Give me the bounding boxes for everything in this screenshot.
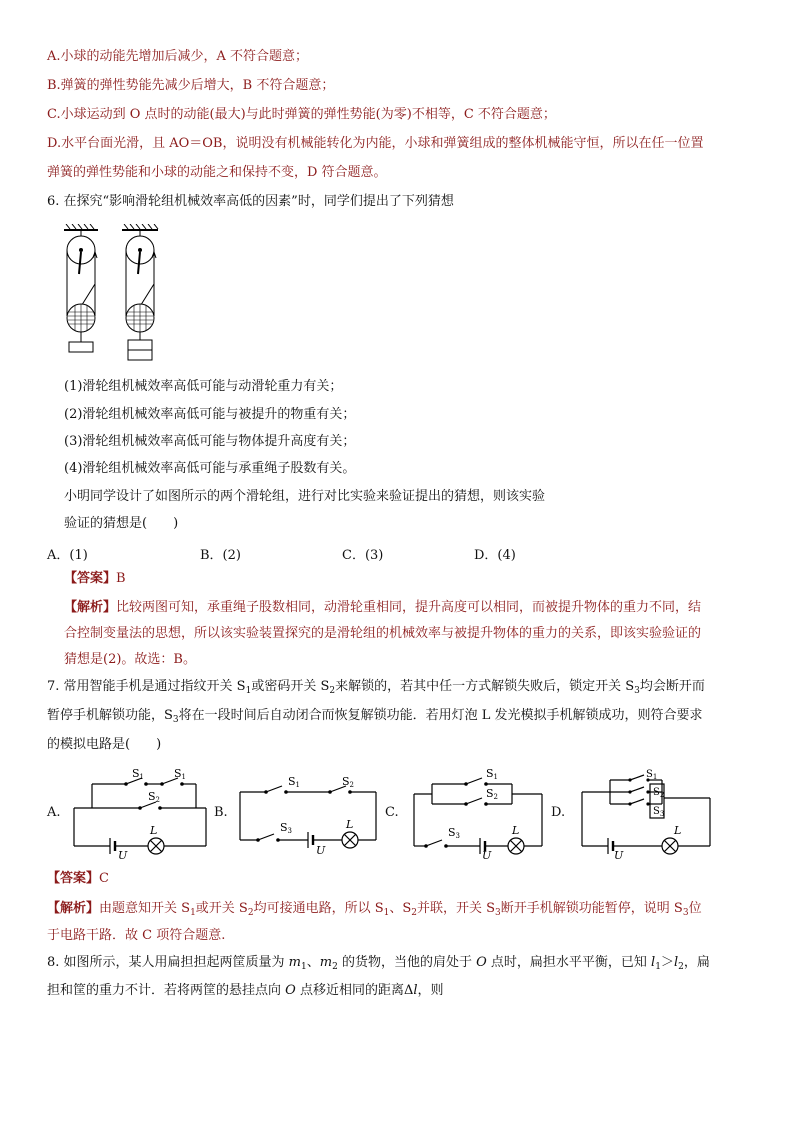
circuit-a-diagram	[70, 768, 210, 860]
q7-stem-line1: 7. 常用智能手机是通过指纹开关 $S_1$或密码开关 $S_2$来解锁的，若其中任一方式解锁失败后，锁定开关 $S_3$均会断开而	[47, 679, 705, 696]
svg-text:S1: S1	[132, 768, 145, 781]
svg-text:S1: S1	[486, 768, 499, 781]
svg-text:U: U	[614, 849, 624, 860]
svg-text:L: L	[512, 824, 520, 837]
svg-text:S2: S2	[148, 790, 161, 804]
svg-text:S2: S2	[342, 775, 355, 789]
q7-analysis-line2: 于电路干路．故 C 项符合题意.	[47, 928, 226, 943]
circuit-d-label[interactable]: D.	[551, 805, 566, 820]
q6-tail-line1: 小明同学设计了如图所示的两个滑轮组，进行对比实验来验证提出的猜想，则该实验	[64, 489, 546, 504]
q6-option-b[interactable]: B．(2)	[200, 548, 241, 563]
q6-hypothesis-2: (2)滑轮组机械效率高低可能与被提升的物重有关；	[64, 407, 356, 422]
q6-option-c[interactable]: C．(3)	[342, 548, 384, 563]
pulley-figure	[58, 224, 170, 364]
q6-analysis-tag: 【解析】	[64, 600, 117, 615]
svg-text:S1: $S_1$	[646, 769, 658, 781]
svg-text:S2: S2	[486, 787, 499, 801]
q6-stem: 6. 在探究“影响滑轮组机械效率高低的因素”时，同学们提出了下列猜想	[47, 194, 454, 209]
analysis-a: A.小球的动能先增加后减少，A 不符合题意；	[47, 49, 309, 64]
q7-answer-value: C	[99, 871, 109, 886]
svg-text:S3: $S_3$	[653, 806, 665, 818]
svg-text:S3: S3	[448, 826, 461, 840]
q8-stem-line1: 8. 如图所示，某人用扁担担起两筐质量为 $m_1$、$m_2$ 的货物，当他的肩处于 O 点时，扁担水平平衡，已知 $l_1>l_2$，扁	[47, 955, 710, 972]
analysis-d-line2: 弹簧的弹性势能和小球的动能之和保持不变，D 符合题意。	[47, 165, 387, 180]
svg-text:U: U	[316, 844, 326, 857]
q6-answer-value: B	[116, 571, 126, 586]
svg-text:U: U	[482, 849, 492, 860]
svg-text:U: U	[118, 849, 128, 860]
svg-text:S1: S1	[174, 768, 187, 781]
q6-option-a[interactable]: A．(1)	[47, 548, 88, 563]
q6-analysis-line3: 猜想是(2)。故选：B。	[64, 652, 196, 667]
circuit-c-diagram	[402, 768, 548, 860]
q7-analysis-line1: 【解析】由题意知开关 $S_1$或开关 $S_2$均可接通电路，所以 $S_1$、$S_2$并联，开关 $S_3$断开手机解锁功能暂停，说明 $S_3$位	[47, 901, 702, 918]
q7-stem-line3: 的模拟电路是( )	[47, 737, 162, 752]
svg-text:S2: $S_2$	[653, 787, 665, 799]
circuit-c-label[interactable]: C.	[385, 805, 399, 820]
q6-hypothesis-3: (3)滑轮组机械效率高低可能与物体提升高度有关；	[64, 434, 356, 449]
q6-answer	[64, 570, 126, 588]
q7-answer	[47, 870, 109, 888]
q6-hypothesis-4: (4)滑轮组机械效率高低可能与承重绳子股数有关。	[64, 461, 356, 476]
svg-text:L: L	[150, 824, 158, 837]
q6-hypothesis-1: (1)滑轮组机械效率高低可能与动滑轮重力有关；	[64, 379, 343, 394]
q6-option-d[interactable]: D．(4)	[474, 548, 516, 563]
svg-text:L: L	[346, 818, 354, 831]
q6-tail-line2: 验证的猜想是( )	[64, 516, 179, 531]
q6-answer-tag: 【答案】	[64, 571, 117, 586]
q6-analysis-text1: 比较两图可知，承重绳子股数相同，动滑轮重相同，提升高度可以相同，而被提升物体的重力不同，结	[116, 600, 702, 615]
q7-answer-tag: 【答案】	[47, 871, 100, 886]
q8-stem-line2: 担和筐的重力不计．若将两筐的悬挂点向 O 点移近相同的距离Δl，则	[47, 983, 444, 998]
svg-text:L: L	[674, 824, 682, 837]
analysis-b: B.弹簧的弹性势能先减少后增大，B 不符合题意；	[47, 78, 335, 93]
circuit-b-label[interactable]: B.	[214, 805, 228, 820]
circuit-b-diagram	[236, 768, 382, 860]
svg-text:S1: S1	[288, 775, 301, 789]
analysis-c: C.小球运动到 O 点时的动能(最大)与此时弹簧的弹性势能(为零)不相等，C 不符合题意；	[47, 107, 556, 122]
analysis-d-line1: D.水平台面光滑，且 AO＝OB，说明没有机械能转化为内能，小球和弹簧组成的整体机械能守恒，所以在任一位置	[47, 136, 704, 151]
circuit-a-label[interactable]: A.	[47, 805, 61, 820]
q7-stem-line2: 暂停手机解锁功能，$S_3$将在一段时间后自动闭合而恢复解锁功能．若用灯泡 L 发光模拟手机解锁成功，则符合要求	[47, 708, 703, 725]
q6-analysis-line2: 合控制变量法的思想，所以该实验装置探究的是滑轮组的机械效率与被提升物体的重力的关系，即该实验验证的	[64, 626, 702, 641]
q6-analysis-line1	[64, 599, 701, 617]
circuit-d-diagram	[570, 768, 716, 860]
svg-text:S3: S3	[280, 821, 293, 835]
